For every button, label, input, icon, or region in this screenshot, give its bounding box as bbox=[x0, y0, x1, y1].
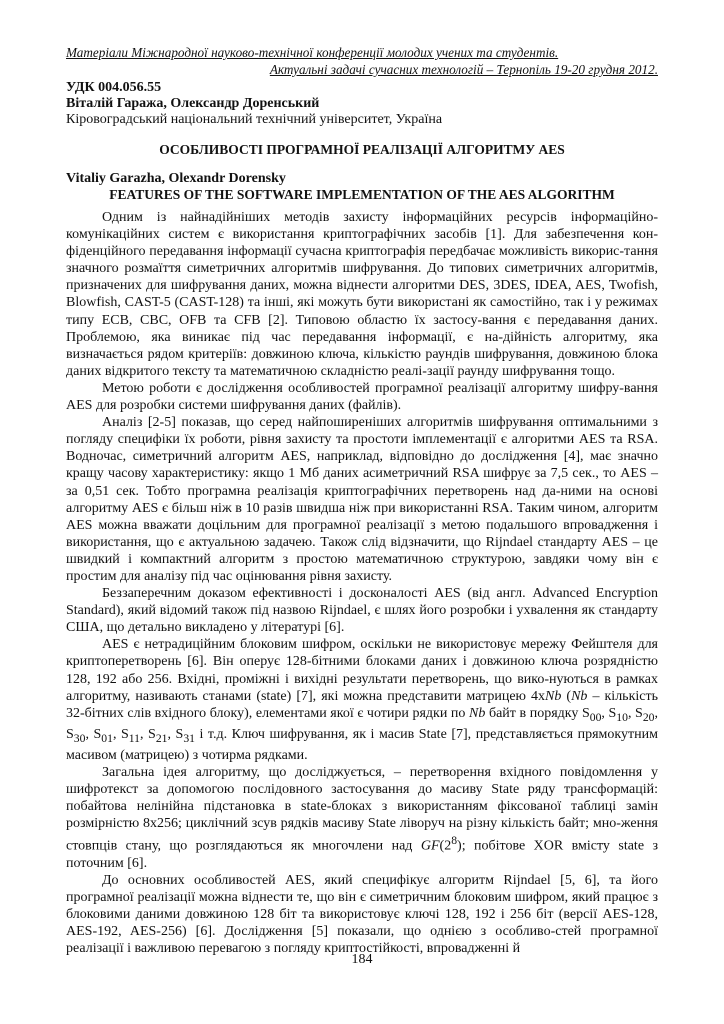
paragraph-goal: Метою роботи є дослідження особливостей програмної реалізації алгоритму шифру-вання AES для розробки системи шифрування даних (файлів). bbox=[66, 380, 658, 414]
paragraph-introduction: Одним із найнадійніших методів захисту інформаційних ресурсів інформаційно-комунікаційних систем є використання криптографічних засобів [1]. Для забезпечення кон-фіденційного передавання інформації сучасна криптографія передбачає можливість викорис-тання значного розмаїття симетричних алгоритмів шифрування. До типових симетричних алгоритмів, призначених для шифрування даних, можна віднести алгоритми DES, 3DES, IDEA, AES, Twofish, Blowfish, CAST-5 (CAST-128) та інші, які можуть бути використані як самостійно, так і у режимах типу ECB, CBC, OFB та CFB [2]. Типовою областю їх застосу-вання є передавання даних. Проблемою, яка виникає під час передавання інформації, є на-дійність алгоритму, яка визначається рядом критеріїв: довжиною ключа, кількістю раундів шифрування, довжиною блока даних відкритого тексту та математичною складністю реалі-зації раунду шифрування тощо. bbox=[66, 210, 658, 379]
udk-code: УДК 004.056.55 bbox=[66, 80, 162, 95]
state-index: 20 bbox=[642, 710, 655, 724]
exponent: 8 bbox=[451, 833, 458, 847]
text-fragment: AES є нетрадиційним блоковим шифром, оскільки не використовує мережу Фейштеля для криптоперетворень [6]. Він оперує 128-бітними блоками даних і довжиною ключа розрядністю 128, 192 або 256. Вхідні, проміжні і вихідні результати перетворень, що вико-нуються в рамках алгоритму, називають станами (state) [7], які можна представити матрицею 4x bbox=[66, 637, 658, 704]
state-separator: , S bbox=[167, 726, 184, 742]
state-index: 30 bbox=[73, 731, 86, 745]
text-fragment: – кількість 32-бітних слів вхідного блоку), елементами якої є чотири рядки по bbox=[66, 688, 658, 721]
text-fragment: байт в порядку S bbox=[485, 705, 590, 721]
state-index: 00 bbox=[589, 710, 602, 724]
paragraph-analysis: Аналіз [2-5] показав, що серед найпоширеніших алгоритмів шифрування оптимальними з погляду специфіки їх роботи, рівня захисту та простоти імплементації є алгоритми AES та RSA. Водночас, симетричний алгоритм AES, наприклад, відповідно до дослідження [4], має значно кращу часову характеристику: якщо 1 Мб даних асиметричний RSA шифрує за 7,5 сек., то AES – за 0,51 сек. Тобто програмна реалізація криптографічних перетворень над да-ними на основі алгоритму AES є більш ніж в 10 разів швидша ніж при використанні RSA. Таким чином, алгоритм AES можна вважати доцільним для програмної реалізації з метою подальшого впровадження і використання, що є актуальною задачею. Також слід відзначити, що Rijndael стандарту AES – це швидкий і компактний алгоритм з простою математичною структурою, завдяки чому він є простим для аналізу під час оцінювання рівня захисту. bbox=[66, 415, 658, 584]
state-separator: , S bbox=[140, 726, 156, 742]
text-fragment: (2 bbox=[439, 838, 452, 854]
state-index: 31 bbox=[183, 731, 195, 745]
title-ukrainian: ОСОБЛИВОСТІ ПРОГРАМНОЇ РЕАЛІЗАЦІЇ АЛГОРИТМУ AES bbox=[159, 142, 565, 157]
paragraph-aes-structure bbox=[66, 636, 658, 763]
state-index: 21 bbox=[155, 731, 168, 745]
state-separator: , S bbox=[627, 705, 643, 721]
state-separator: , S bbox=[85, 726, 102, 742]
text-fragment: і т.д. Ключ шифрування, як і масив State [7], представляється прямокутним масивом (матрицею) з чотирма рядками. bbox=[66, 726, 658, 763]
paragraph-aes-standard: Беззаперечним доказом ефективності і досконалості AES (від англ. Advanced Encryption Standard), який відомий також під назвою Rijndael, є шлях його розробки і ухвалення як стандарту США, що детально викладено у літературі [6]. bbox=[66, 586, 658, 636]
gf-term: GF bbox=[420, 838, 440, 854]
state-index: 10 bbox=[616, 710, 628, 724]
state-separator: , S bbox=[112, 726, 129, 742]
authors-english: Vitaliy Garazha, Olexandr Dorensky bbox=[66, 171, 286, 186]
conference-header-line-2: Актуальні задачі сучасних технологій – Тернопіль 19-20 грудня 2012. bbox=[269, 62, 658, 77]
state-separator: , S bbox=[601, 705, 617, 721]
conference-header-line-1: Матеріали Міжнародної науково-технічної конференції молодих учених та студентів. bbox=[66, 45, 559, 60]
state-separator: , S bbox=[66, 705, 658, 742]
nb-term: Nb bbox=[545, 688, 562, 704]
text-fragment: ( bbox=[561, 688, 572, 704]
state-index: 11 bbox=[128, 731, 140, 745]
paragraph-aes-features: До основних особливостей AES, який специфікує алгоритм Rijndael [5, 6], та його програмної реалізації можна віднести те, що він є симетричним блоковим шифром, який працює з блоковими даними довжиною 128 біт та використовує ключі 128, 192 і 256 біт (версії AES-128, AES-192, AES-256) [6]. Дослідження [5] показали, що однією з особливо-стей програмної реалізації і важливою перевагою з погляду криптостійкості, впровадженні й bbox=[66, 872, 658, 957]
paragraph-algorithm-idea bbox=[66, 764, 658, 872]
affiliation: Кіровоградський національний технічний університет, Україна bbox=[66, 112, 443, 127]
paper-body bbox=[66, 209, 658, 957]
nb-term: Nb bbox=[571, 688, 588, 704]
title-english: FEATURES OF THE SOFTWARE IMPLEMENTATION OF THE AES ALGORITHM bbox=[109, 187, 615, 202]
authors-ukrainian: Віталій Гаража, Олександр Доренський bbox=[66, 96, 320, 111]
text-fragment: ); побітове XOR вмісту state з поточним [6]. bbox=[66, 838, 659, 871]
state-index: 01 bbox=[101, 731, 113, 745]
nb-term: Nb bbox=[469, 705, 486, 721]
text-fragment: Загальна ідея алгоритму, що досліджується, – перетворення вхідного повідомлення у шифротекст за допомогою послідовного застосування до масиву State ряду трансформацій: побайтова нелінійна підстановка в state-блоках з використанням фіксованої таблиці замін розмірністю 8x256; циклічний зсув рядків масиву State ліворуч на різну кількість байт; мно-ження стовпців стану, що розглядаються як многочлени над bbox=[66, 764, 658, 854]
page-number: 184 bbox=[351, 952, 373, 967]
